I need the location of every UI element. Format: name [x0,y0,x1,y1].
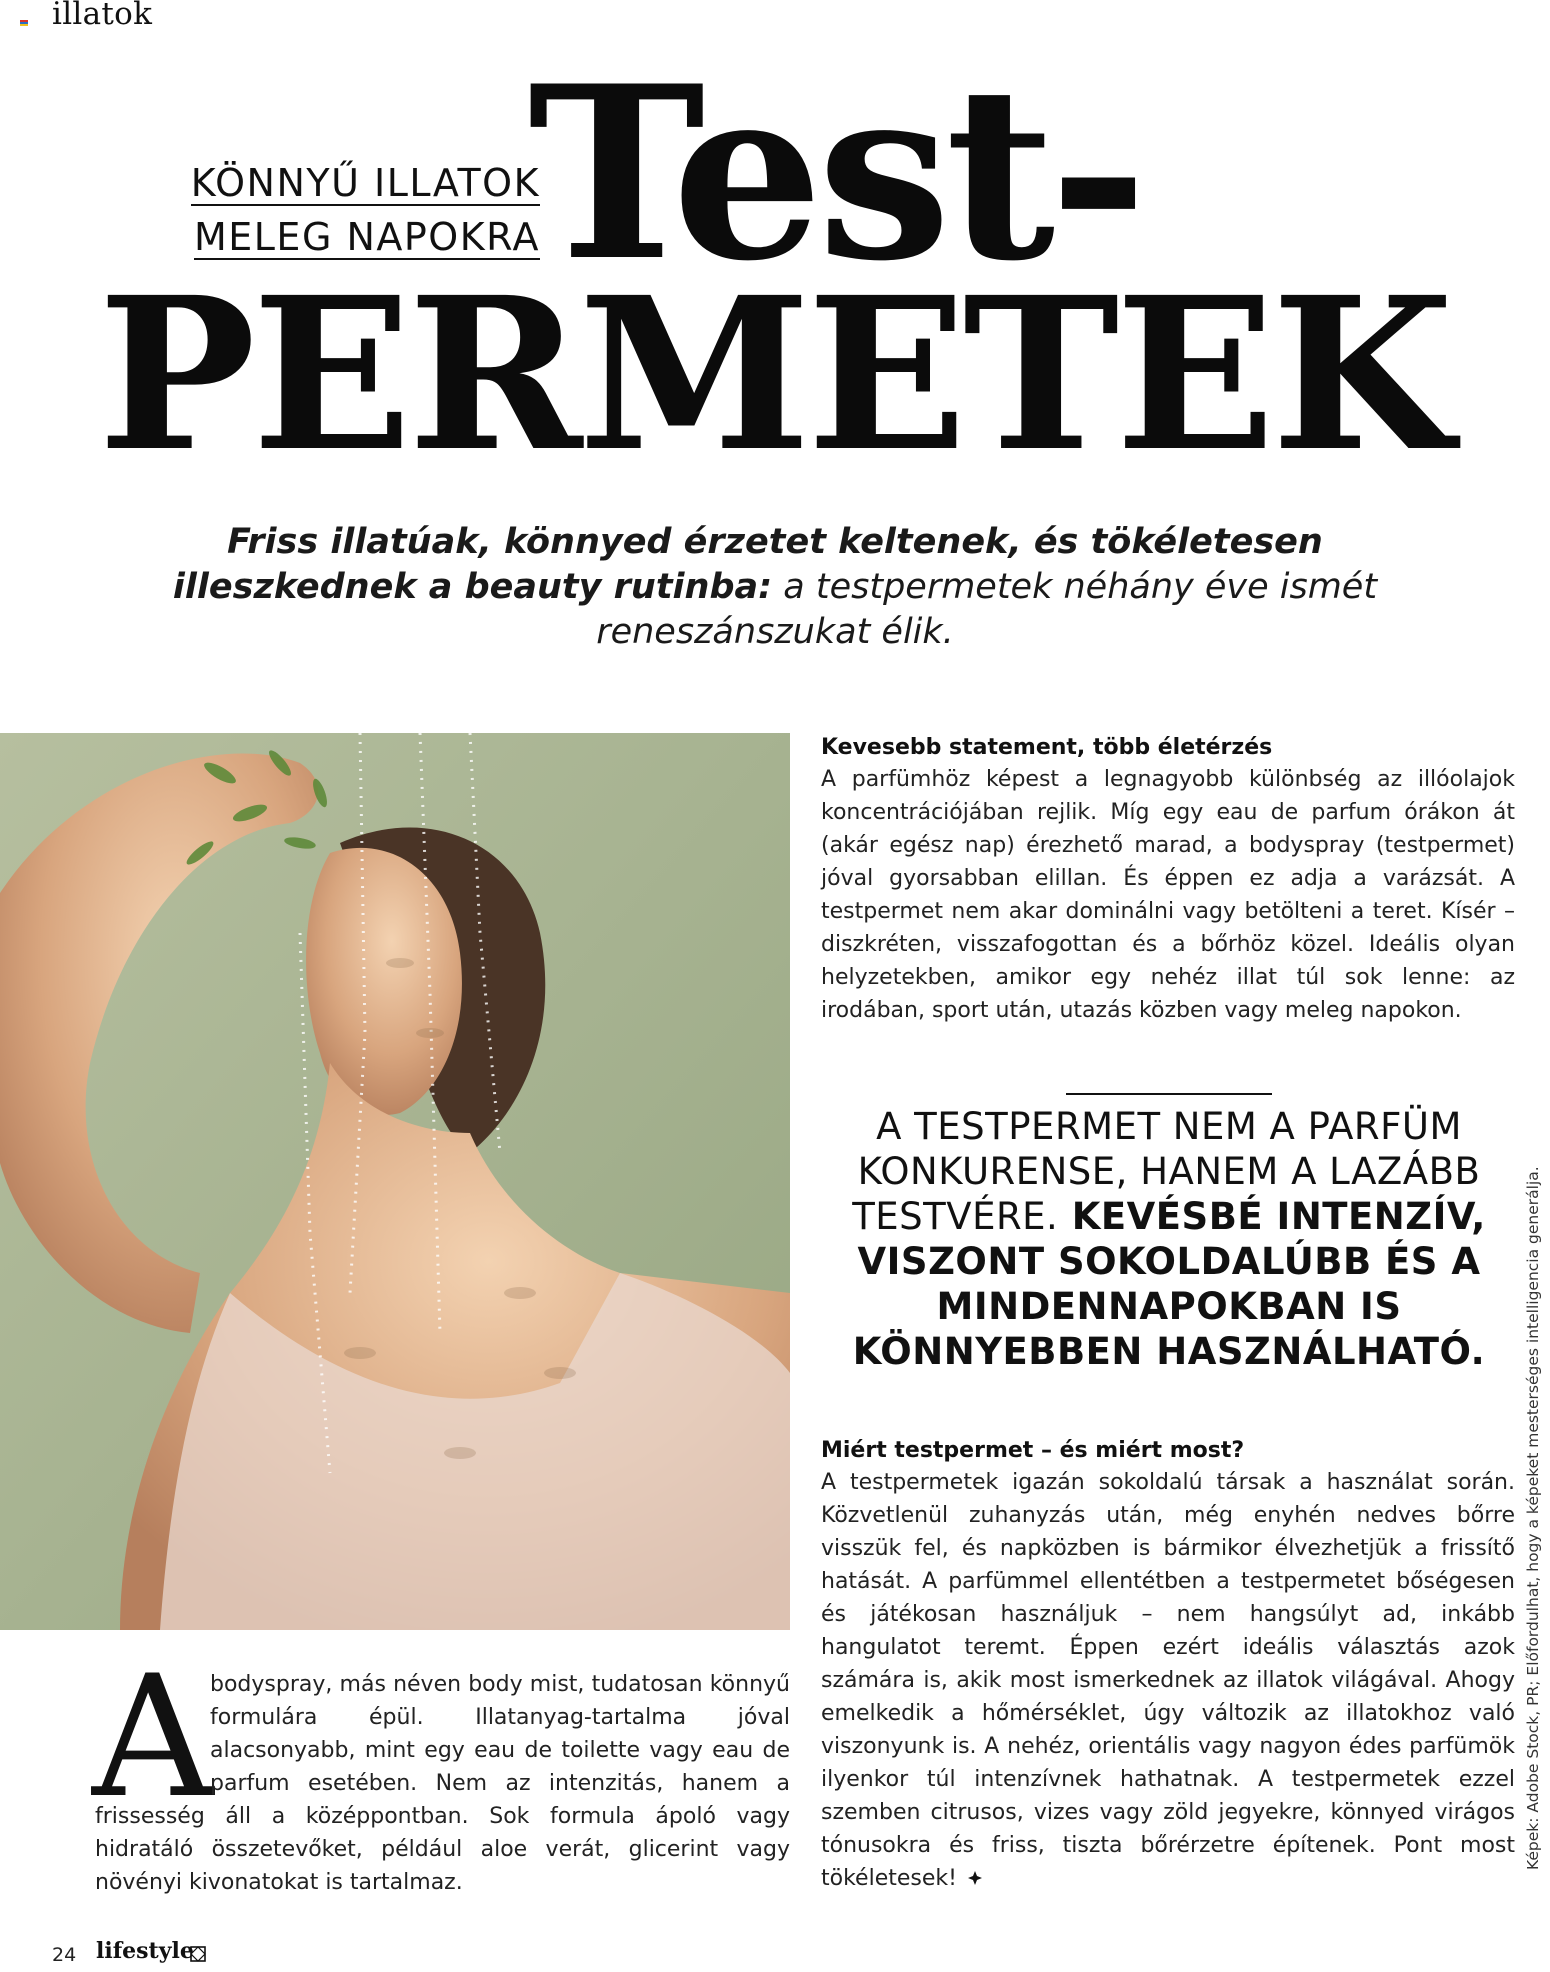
magazine-name: lifestyle [96,1938,194,1964]
intro-paragraph [95,1668,790,1899]
section-2-heading: Miért testpermet – és miért most? [821,1438,1245,1463]
drop-cap: A [92,1639,214,1835]
kicker [150,158,540,266]
pull-quote-regular: A TESTPERMET NEM A PARFÜM KONKURENSE, HANEM A LAZÁBB TESTVÉRE. [852,1105,1481,1238]
image-credit: Képek: Adobe Stock, PR; Előfordulhat, hogy a képeket mesterséges intelligencia generálja. [1524,1166,1542,1870]
pull-quote-bold: KEVÉSBÉ INTENZÍV, VISZONT SOKOLDALÚBB ÉS A MINDENNAPOKBAN IS KÖNNYEBBEN HASZNÁLHATÓ. [852,1195,1486,1373]
lead-bold: Friss illatúak, könnyed érzetet keltenek, és tökéletesen illeszkednek a beauty rutinba: [172,522,1323,607]
woman-with-water-drops-image [0,733,790,1630]
drop-cap-space [95,1668,210,1798]
intro-text: bodyspray, más néven body mist, tudatosan könnyű formulára épül. Illatanyag-tartalma jóval alacsonyabb, mint egy eau de toilette vagy eau de parfum esetében. Nem az intenzitás, hanem a frissesség áll a középpontban. Sok formula ápoló vagy hidratáló összetevőket, például aloe verát, glicerint vagy növényi kivonatokat is tartalmaz. [95,1672,790,1895]
section-2 [821,1436,1515,1895]
end-mark-icon [967,1870,983,1886]
section-1-text: A parfümhöz képest a legnagyobb különbség az illóolajok koncentrációjában rejlik. Míg egy eau de parfum órákon át (akár egész nap) érezhető marad, a bodyspray (testpermet) jóval gyorsabban elillan. És éppen ez adja a varázsát. A testpermet nem akar dominálni vagy betölteni a teret. Kísér – diszkréten, visszafogottan és a bőrhöz közel. Ideális olyan helyzetekben, amikor egy nehéz illat túl sok lenne: az irodában, sport után, utazás közben vagy meleg napokon. [821,767,1515,1023]
page-number: 24 [52,1944,77,1966]
section-2-text [821,1466,1515,1895]
headline-line-2: PERMETEK [98,251,1450,498]
lead-regular: a testpermetek néhány éve ismét reneszánszukat élik. [596,567,1378,652]
kicker-line-1: KÖNNYŰ ILLATOK [190,161,540,205]
hero-photo [0,733,790,1630]
headline-line-1: Test- [528,35,1142,314]
section-1 [821,733,1515,1027]
pull-quote-rule-top [1066,1093,1272,1095]
kicker-line-2: MELEG NAPOKRA [193,215,540,259]
section-2-body: A testpermetek igazán sokoldalú társak a használat során. Közvetlenül zuhanyzás után, még enyhén nedves bőrre visszük fel, és napközben is bármikor élvezhetjük a frissítő hatását. A parfümmel ellentétben a testpermetet bőségesen és játékosan használjuk – nem hangsúlyt ad, inkább hangulatot teremt. Éppen ezért ideális választás azok számára is, akik most ismerkednek az illatok világával. Ahogy emelkedik a hőmérséklet, úgy változik az illatokhoz való viszonyunk is. A nehéz, orientális vagy nagyon édes parfümök ilyenkor túl intenzívnek hathatnak. A testpermetek ezzel szemben citrusos, vizes vagy zöld jegyekre, könnyed virágos tónusokra és friss, tiszta bőrérzetre építenek. Pont most tökéletesek! [821,1470,1515,1891]
lead-paragraph [150,520,1400,655]
section-label: illatok [52,0,153,32]
section-flag-icon [20,20,28,28]
pull-quote [838,1104,1500,1374]
section-1-heading: Kevesebb statement, több életérzés [821,735,1273,760]
magazine-logo-icon [188,1944,208,1964]
